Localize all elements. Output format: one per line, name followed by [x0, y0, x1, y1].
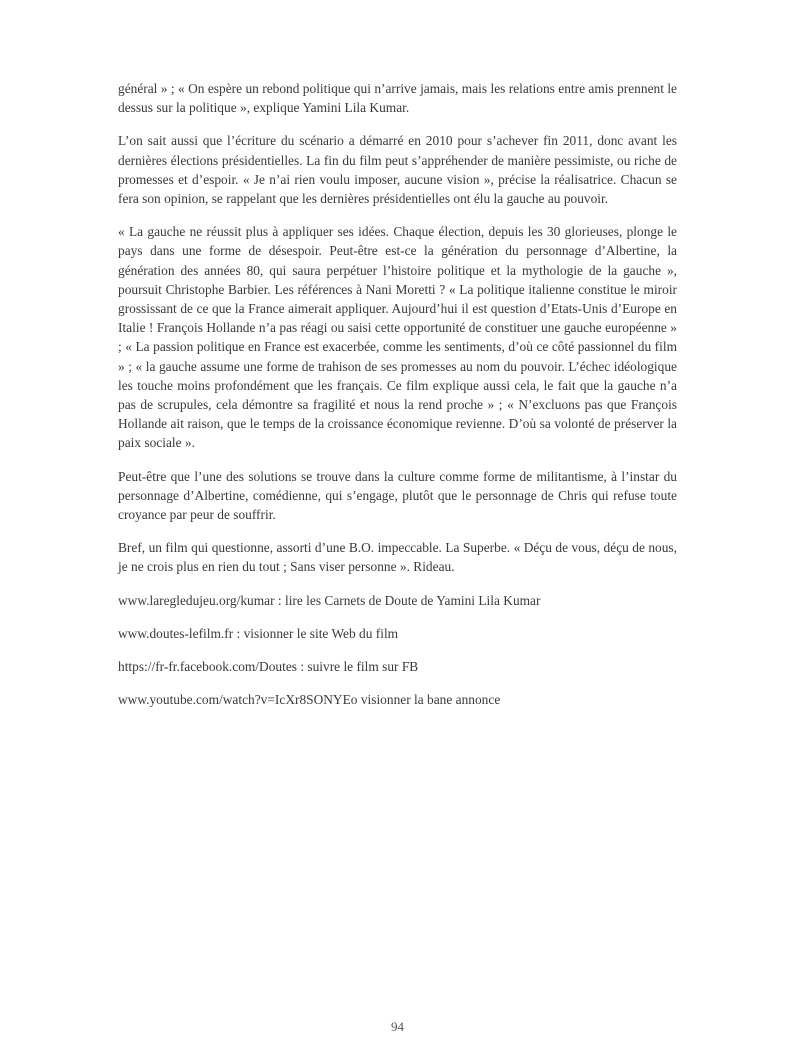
paragraph-1: général » ; « On espère un rebond politique qui n’arrive jamais, mais les relations entre amis prennent le dessus sur la politique », explique Yamini Lila Kumar.: [118, 81, 677, 116]
page-body: [118, 79, 677, 723]
paragraph-3: « La gauche ne réussit plus à appliquer ses idées. Chaque élection, depuis les 30 glorieuses, plonge le pays dans une forme de désespoir. Peut-être est-ce la génération du personnage d’Albertine, la génération des années 80, qui saura perpétuer l’histoire politique et la mythologie de la gauche », poursuit Christophe Barbier. Les références à Nani Moretti ? « La politique italienne constitue le miroir grossissant de ce que la France aimerait appliquer. Aujourd’hui il est question d’Etats-Unis d’Europe en Italie ! François Hollande n’a pas réagi ou saisi cette opportunité de constituer une gauche européenne » ; « La passion politique en France est exacerbée, comme les sentiments, d’où ce côté passionnel du film » ; « la gauche assume une forme de trahison de ses promesses au nom du pouvoir. L’échec idéologique les touche moins profondément que les français. Ce film explique aussi cela, le fait que la gauche n’a pas de scrupules, cela démontre sa fragilité et nous la rend proche » ; « N’excluons pas que François Hollande ait raison, que le temps de la croissance économique revienne. D’où sa volonté de préserver la paix sociale ».: [118, 224, 677, 451]
paragraph-4: Peut-être que l’une des solutions se trouve dans la culture comme forme de militantisme, à l’instar du personnage d’Albertine, comédienne, qui s’engage, plutôt que le personnage de Chris qui refuse toute croyance par peur de souffrir.: [118, 468, 677, 523]
page-number: 94: [391, 1019, 404, 1034]
link-line-facebook: [118, 657, 677, 676]
paragraph-5: Bref, un film qui questionne, assorti d’une B.O. impeccable. La Superbe. « Déçu de vous, déçu de nous, je ne crois plus en rien du tout ; Sans viser personne ». Rideau.: [118, 540, 677, 575]
link-description-kumar: : lire les Carnets de Doute de Yamini Lila Kumar: [274, 592, 541, 608]
link-description-youtube: visionner la bane annonce: [360, 692, 501, 708]
link-youtube[interactable]: www.youtube.com/watch?v=IcXr8SONYEo: [118, 692, 361, 708]
link-description-film-site: : visionner le site Web du film: [236, 625, 399, 641]
link-doutes-lefilm[interactable]: www.doutes-lefilm.fr: [118, 625, 237, 641]
link-line-film-site: [118, 624, 677, 643]
link-description-facebook: : suivre le film sur FB: [296, 659, 419, 675]
link-line-kumar: [118, 591, 677, 610]
paragraph-2: L’on sait aussi que l’écriture du scénario a démarré en 2010 pour s’achever fin 2011, donc avant les dernières élections présidentielles. La fin du film peut s’appréhender de manière pessimiste, ou riche de promesses et d’espoir. « Je n’ai rien voulu imposer, aucune vision », précise la réalisatrice. Chacun se fera son opinion, se rappelant que les dernières présidentielles ont élu la gauche au pouvoir.: [118, 133, 677, 207]
link-line-youtube: [118, 690, 677, 709]
link-facebook[interactable]: https://fr-fr.facebook.com/Doutes: [118, 659, 297, 675]
link-laregledujeu[interactable]: www.laregledujeu.org/kumar: [118, 592, 275, 608]
